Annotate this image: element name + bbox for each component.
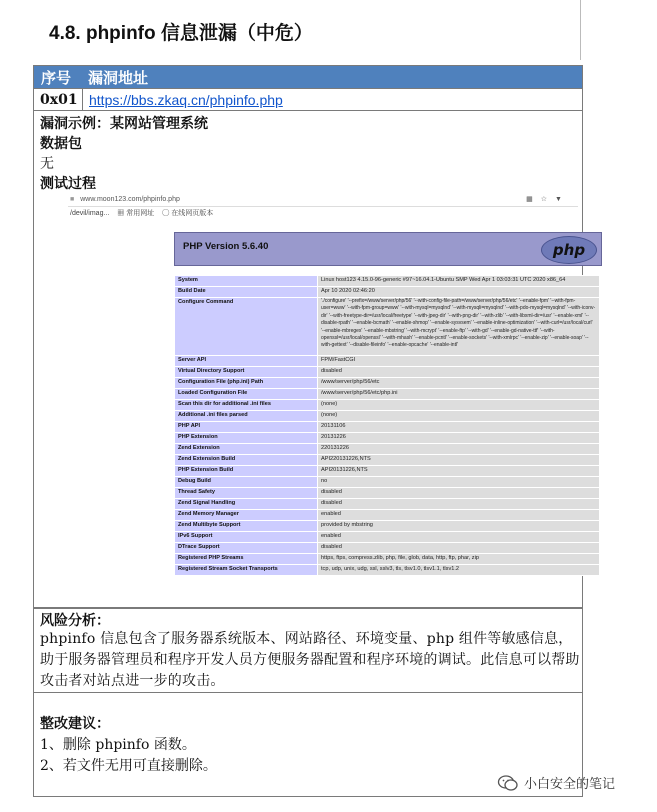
table-row [175,488,600,499]
browser-url[interactable]: www.moon123.com/phpinfo.php [80,195,180,203]
table-row [175,455,600,466]
phpinfo-value: tcp, udp, unix, udg, ssl, sslv3, tls, tlsv1.0, tlsv1.1, tlsv1.2 [318,565,600,576]
watermark-text: 小白安全的笔记 [524,777,616,792]
phpinfo-key: Thread Safety [175,488,318,499]
phpinfo-value: FPM/FastCGI [318,356,600,367]
table-row [175,554,600,565]
phpinfo-key: Additional .ini files parsed [175,411,318,422]
example-cell [34,110,596,608]
phpinfo-key: Virtual Directory Support [175,367,318,378]
php-version-banner [174,232,602,266]
section-heading: 4.8. phpinfo 信息泄漏（中危） [49,23,313,44]
phpinfo-value: disabled [318,543,600,554]
phpinfo-key: Loaded Configuration File [175,389,318,400]
phpinfo-value: Linux host123 4.15.0-96-generic #97~16.04.1-Ubuntu SMP Wed Apr 1 03:03:31 UTC 2020 x86_64 [318,276,600,287]
watermark [497,773,615,792]
remediation-title: 整改建议： [40,716,110,732]
table-row [175,499,600,510]
phpinfo-key: Zend Signal Handling [175,499,318,510]
table-row [34,88,582,110]
bookmark-item[interactable]: ◯ 在线网页版本 [162,210,214,217]
header-number: 序号 [41,68,72,87]
table-row [175,378,600,389]
bookmark-item[interactable]: ▦ 常用网址 [117,210,155,217]
table-row [175,422,600,433]
example-title: 漏洞示例：某网站管理系统 [40,116,208,132]
phpinfo-key: Scan this dir for additional .ini files [175,400,318,411]
header-address: 漏洞地址 [88,68,149,87]
bookmark-item[interactable]: /devil/imag... [70,209,110,217]
phpinfo-key: Configuration File (php.ini) Path [175,378,318,389]
test-process-label: 测试过程 [40,176,96,192]
phpinfo-key: Build Date [175,287,318,298]
remediation-step: 2、若文件无用可直接删除。 [40,758,217,774]
table-row [175,356,600,367]
packet-label: 数据包 [40,136,82,152]
browser-address-bar [68,192,578,207]
browser-toolbar-icons: ▦☆▼ [526,196,570,203]
vulnerability-url-link[interactable]: https://bbs.zkaq.cn/phpinfo.php [89,91,283,108]
phpinfo-value: (none) [318,400,600,411]
phpinfo-value: disabled [318,367,600,378]
phpinfo-key: Zend Memory Manager [175,510,318,521]
bookmarks-bar [68,207,578,219]
phpinfo-value: /www/server/php/56/etc [318,378,600,389]
page-icon: ■ [70,195,75,203]
phpinfo-key: Zend Extension [175,444,318,455]
phpinfo-value: disabled [318,499,600,510]
phpinfo-key: IPv6 Support [175,532,318,543]
table-row [175,298,600,356]
phpinfo-value: (none) [318,411,600,422]
table-row [175,276,600,287]
phpinfo-value: /www/server/php/56/etc/php.ini [318,389,600,400]
table-row [175,521,600,532]
remediation-step: 1、删除 phpinfo 函数。 [40,737,196,753]
phpinfo-key: DTrace Support [175,543,318,554]
phpinfo-key: Debug Build [175,477,318,488]
phpinfo-key: Server API [175,356,318,367]
table-row [175,367,600,378]
row-number: 0x01 [34,89,83,110]
table-row [175,287,600,298]
phpinfo-key: Zend Extension Build [175,455,318,466]
phpinfo-value: 220131226 [318,444,600,455]
php-logo: php [541,236,597,264]
table-row [175,466,600,477]
table-row [175,411,600,422]
table-row [175,400,600,411]
phpinfo-key: Registered Stream Socket Transports [175,565,318,576]
phpinfo-value: enabled [318,532,600,543]
phpinfo-key: Zend Multibyte Support [175,521,318,532]
table-header-row [34,66,582,88]
packet-value: 无 [40,156,54,172]
table-row [175,532,600,543]
phpinfo-table [174,275,600,576]
phpinfo-value: 20131106 [318,422,600,433]
phpinfo-value: 20131226 [318,433,600,444]
phpinfo-key: PHP Extension [175,433,318,444]
phpinfo-value: API220131226,NTS [318,455,600,466]
phpinfo-key: System [175,276,318,287]
php-version-title: PHP Version 5.6.40 [183,241,269,252]
page-margin-rule [580,0,581,60]
risk-text: phpinfo 信息包含了服务器系统版本、网站路径、环境变量、php 组件等敏感信息，助于服务器管理员和程序开发人员方便服务器配置和程序环境的调试。此信息可以帮助攻击者对站点进一步的攻击。 [40,631,580,689]
table-row [175,477,600,488]
table-row [175,565,600,576]
phpinfo-key: PHP Extension Build [175,466,318,477]
phpinfo-screenshot [68,192,596,602]
table-row [175,389,600,400]
table-row [175,433,600,444]
phpinfo-key: Configure Command [175,298,318,356]
phpinfo-value: disabled [318,488,600,499]
risk-title: 风险分析： [40,613,110,629]
phpinfo-value: './configure' '--prefix=/www/server/php/56' '--with-config-file-path=/www/server/php/56/etc' '--enable-fpm' '--with-fpm-user=www' '--with-fpm-group=www' '--with-mysql=mysqlnd' '--with-mysqli=mysqlnd' '--with-pdo-mysql=mysqlnd' '--with-iconv-dir' '--with-freetype-dir=/usr/local/freetype' '--with-jpeg-dir' '--with-png-dir' '--with-zlib' '--with-libxml-dir=/usr' '--enable-xml' '--disable-rpath' '--enable-bcmath' '--enable-shmop' '--enable-sysvsem' '--enable-inline-optimization' '--with-curl=/usr/local/curl' '--enable-mbregex' '--enable-mbstring' '--with-mcrypt' '--enable-ftp' '--with-gd' '--enable-gd-native-ttf' '--with-openssl=/usr/local/openssl' '--with-mhash' '--enable-pcntl' '--enable-sockets' '--with-xmlrpc' '--enable-zip' '--enable-soap' '--with-gettext' '--disable-fileinfo' '--enable-opcache' '--enable-intl' [318,298,600,356]
wechat-icon [497,774,519,792]
phpinfo-value: enabled [318,510,600,521]
phpinfo-value: provided by mbstring [318,521,600,532]
risk-analysis-cell [33,607,583,693]
table-row [175,510,600,521]
phpinfo-value: API20131226,NTS [318,466,600,477]
phpinfo-value: Apr 10 2020 02:46:20 [318,287,600,298]
phpinfo-key: Registered PHP Streams [175,554,318,565]
table-row [175,444,600,455]
phpinfo-value: no [318,477,600,488]
vulnerability-table [33,65,596,609]
phpinfo-key: PHP API [175,422,318,433]
phpinfo-value: https, ftps, compress.zlib, php, file, glob, data, http, ftp, phar, zip [318,554,600,565]
table-row [175,543,600,554]
